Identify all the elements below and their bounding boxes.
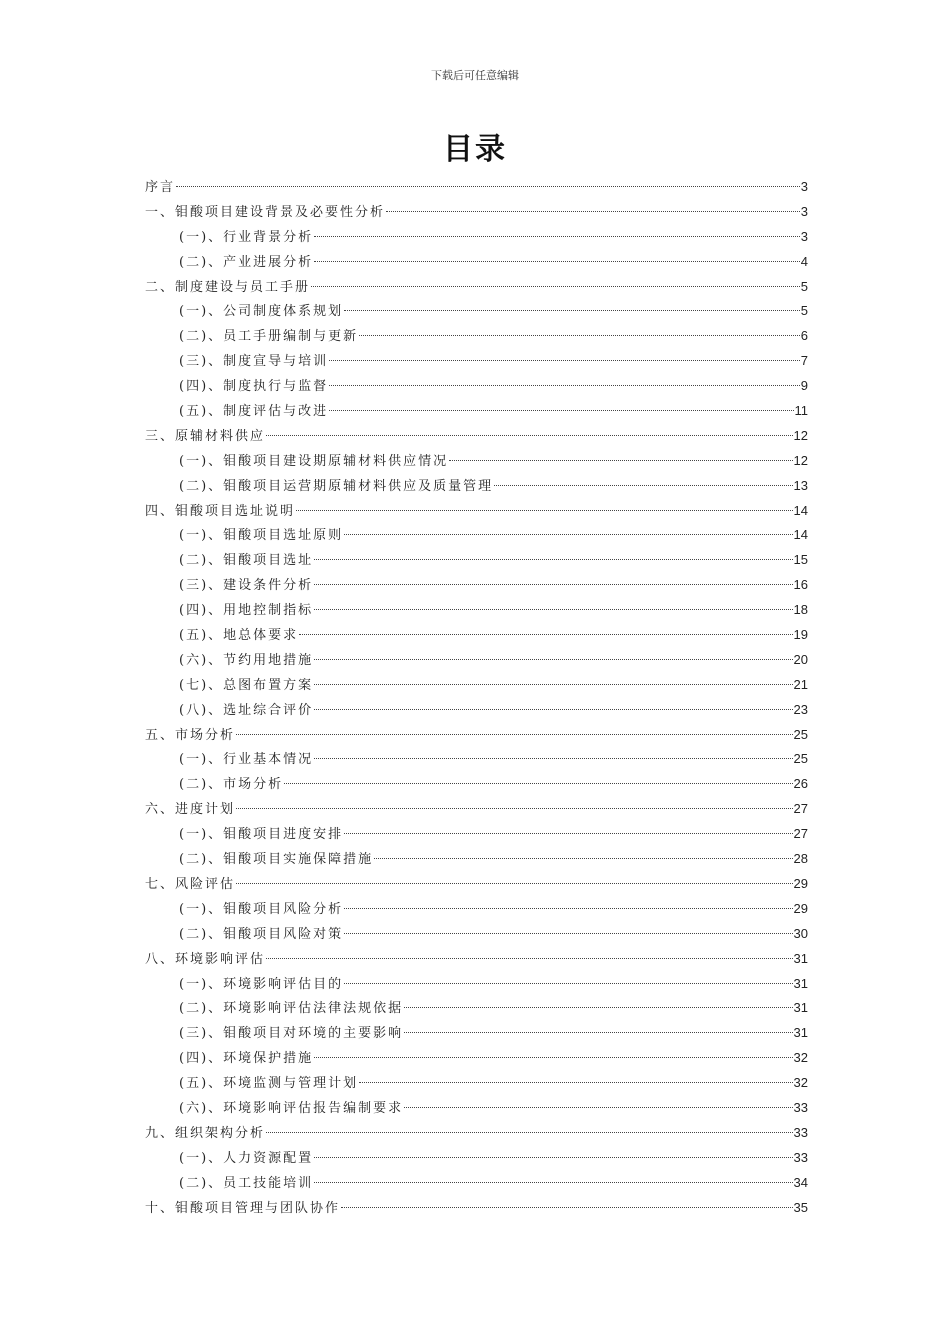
toc-dot-leader	[314, 758, 792, 759]
toc-page-number: 25	[793, 726, 808, 742]
toc-dot-leader	[314, 1182, 792, 1183]
toc-dot-leader	[344, 983, 792, 984]
toc-entry-title: (一)、环境影响评估目的	[179, 976, 344, 992]
toc-page-number: 28	[793, 851, 808, 867]
toc-entry-title: (二)、钼酸项目实施保障措施	[179, 852, 374, 868]
toc-page-number: 34	[793, 1174, 808, 1190]
toc-entry-title: (三)、制度宣导与培训	[179, 354, 329, 370]
toc-subsection-entry[interactable]	[145, 623, 808, 648]
toc-section-entry[interactable]	[145, 175, 808, 200]
toc-page-number: 31	[793, 950, 808, 966]
toc-entry-title: 七、风险评估	[145, 876, 236, 892]
toc-subsection-entry[interactable]	[145, 1046, 808, 1071]
toc-page-number: 20	[793, 651, 808, 667]
toc-page-number: 15	[793, 552, 808, 568]
toc-page-number: 18	[793, 602, 808, 618]
toc-dot-leader	[236, 808, 793, 809]
toc-page-number: 32	[793, 1075, 808, 1091]
toc-dot-leader	[266, 1132, 793, 1133]
toc-subsection-entry[interactable]	[145, 299, 808, 324]
toc-section-entry[interactable]	[145, 499, 808, 524]
toc-entry-title: (一)、钼酸项目选址原则	[179, 528, 344, 544]
toc-section-entry[interactable]	[145, 723, 808, 748]
toc-page-number: 23	[793, 701, 808, 717]
toc-entry-title: (四)、用地控制指标	[179, 603, 314, 619]
toc-dot-leader	[296, 510, 793, 511]
toc-subsection-entry[interactable]	[145, 747, 808, 772]
toc-dot-leader	[404, 1107, 792, 1108]
toc-entry-title: (二)、钼酸项目选址	[179, 553, 314, 569]
toc-page-number: 31	[793, 1025, 808, 1041]
toc-dot-leader	[404, 1007, 792, 1008]
toc-subsection-entry[interactable]	[145, 996, 808, 1021]
toc-section-entry[interactable]	[145, 1196, 808, 1221]
toc-subsection-entry[interactable]	[145, 349, 808, 374]
toc-dot-leader	[344, 908, 792, 909]
toc-page-number: 27	[793, 826, 808, 842]
toc-subsection-entry[interactable]	[145, 374, 808, 399]
toc-page-number: 25	[793, 751, 808, 767]
toc-subsection-entry[interactable]	[145, 847, 808, 872]
toc-dot-leader	[374, 858, 792, 859]
toc-page-number: 29	[793, 900, 808, 916]
toc-page-number: 14	[793, 502, 808, 518]
toc-dot-leader	[359, 1082, 792, 1083]
toc-subsection-entry[interactable]	[145, 922, 808, 947]
toc-entry-title: (五)、环境监测与管理计划	[179, 1076, 359, 1092]
toc-page-number: 4	[800, 253, 808, 269]
toc-dot-leader	[314, 709, 792, 710]
toc-section-entry[interactable]	[145, 797, 808, 822]
toc-subsection-entry[interactable]	[145, 673, 808, 698]
toc-dot-leader	[314, 236, 800, 237]
toc-page-number: 21	[793, 676, 808, 692]
toc-dot-leader	[494, 485, 792, 486]
toc-page-number: 30	[793, 925, 808, 941]
toc-page-number: 31	[793, 1000, 808, 1016]
toc-dot-leader	[299, 634, 792, 635]
toc-dot-leader	[236, 734, 793, 735]
toc-section-entry[interactable]	[145, 275, 808, 300]
toc-dot-leader	[386, 211, 800, 212]
toc-page-number: 33	[793, 1099, 808, 1115]
toc-dot-leader	[314, 684, 792, 685]
toc-entry-title: (一)、公司制度体系规划	[179, 304, 344, 320]
toc-title: 目录	[443, 132, 507, 167]
toc-entry-title: 五、市场分析	[145, 727, 236, 743]
toc-page-number: 32	[793, 1050, 808, 1066]
toc-entry-title: 三、原辅材料供应	[145, 428, 266, 444]
toc-subsection-entry[interactable]	[145, 449, 808, 474]
toc-subsection-entry[interactable]	[145, 598, 808, 623]
toc-dot-leader	[314, 1157, 792, 1158]
toc-entry-title: (二)、市场分析	[179, 777, 284, 793]
toc-section-entry[interactable]	[145, 424, 808, 449]
toc-dot-leader	[266, 435, 793, 436]
toc-entry-title: (四)、环境保护措施	[179, 1051, 314, 1067]
toc-subsection-entry[interactable]	[145, 1071, 808, 1096]
toc-dot-leader	[344, 310, 800, 311]
toc-subsection-entry[interactable]	[145, 648, 808, 673]
toc-subsection-entry[interactable]	[145, 573, 808, 598]
toc-section-entry[interactable]	[145, 872, 808, 897]
toc-page-number: 7	[800, 353, 808, 369]
toc-subsection-entry[interactable]	[145, 1096, 808, 1121]
toc-page-number: 16	[793, 577, 808, 593]
toc-page-number: 14	[793, 527, 808, 543]
toc-page-number: 33	[793, 1149, 808, 1165]
toc-dot-leader	[341, 1207, 793, 1208]
toc-entry-title: (三)、建设条件分析	[179, 578, 314, 594]
toc-dot-leader	[176, 186, 800, 187]
toc-entry-title: (一)、钼酸项目建设期原辅材料供应情况	[179, 453, 449, 469]
toc-entry-title: (五)、地总体要求	[179, 628, 299, 644]
toc-entry-title: 六、进度计划	[145, 802, 236, 818]
toc-entry-title: 二、制度建设与员工手册	[145, 279, 311, 295]
toc-dot-leader	[311, 286, 800, 287]
toc-page-number: 5	[800, 303, 808, 319]
toc-entry-title: (四)、制度执行与监督	[179, 379, 329, 395]
toc-dot-leader	[314, 261, 800, 262]
toc-page-number: 11	[794, 403, 808, 419]
toc-dot-leader	[314, 1057, 792, 1058]
toc-entry-title: (八)、选址综合评价	[179, 702, 314, 718]
toc-subsection-entry[interactable]	[145, 972, 808, 997]
toc-subsection-entry[interactable]	[145, 523, 808, 548]
toc-page-number: 13	[793, 477, 808, 493]
toc-page-number: 29	[793, 875, 808, 891]
toc-dot-leader	[329, 385, 800, 386]
toc-entry-title: (三)、钼酸项目对环境的主要影响	[179, 1026, 404, 1042]
toc-dot-leader	[344, 933, 792, 934]
toc-entry-title: (一)、钼酸项目风险分析	[179, 901, 344, 917]
toc-subsection-entry[interactable]	[145, 772, 808, 797]
toc-subsection-entry[interactable]	[145, 225, 808, 250]
toc-entry-title: (二)、员工技能培训	[179, 1175, 314, 1191]
toc-entry-title: (五)、制度评估与改进	[179, 404, 329, 420]
toc-dot-leader	[314, 659, 792, 660]
toc-entry-title: 序言	[145, 180, 176, 195]
toc-entry-title: (一)、人力资源配置	[179, 1150, 314, 1166]
toc-dot-leader	[329, 410, 793, 411]
toc-subsection-entry[interactable]	[145, 1171, 808, 1196]
toc-page-number: 12	[793, 427, 808, 443]
toc-dot-leader	[236, 883, 793, 884]
toc-subsection-entry[interactable]	[145, 324, 808, 349]
toc-dot-leader	[449, 460, 792, 461]
toc-entry-title: 十、钼酸项目管理与团队协作	[145, 1200, 341, 1216]
toc-page-number: 12	[793, 452, 808, 468]
toc-page-number: 3	[800, 179, 808, 194]
toc-page-number: 19	[793, 627, 808, 643]
toc-entry-title: 九、组织架构分析	[145, 1125, 266, 1141]
toc-subsection-entry[interactable]	[145, 548, 808, 573]
toc-page-number: 6	[800, 328, 808, 344]
toc-dot-leader	[359, 335, 800, 336]
toc-entry-title: (二)、钼酸项目风险对策	[179, 926, 344, 942]
toc-dot-leader	[314, 584, 792, 585]
toc-page-number: 5	[800, 278, 808, 294]
toc-entry-title: (六)、节约用地措施	[179, 652, 314, 668]
toc-page-number: 3	[800, 228, 808, 244]
toc-subsection-entry[interactable]	[145, 822, 808, 847]
toc-section-entry[interactable]	[145, 947, 808, 972]
toc-entry-title: (二)、环境影响评估法律法规依据	[179, 1001, 404, 1017]
toc-subsection-entry[interactable]	[145, 698, 808, 723]
toc-page-number: 27	[793, 801, 808, 817]
toc-page-number: 9	[800, 378, 808, 394]
toc-dot-leader	[314, 609, 792, 610]
toc-section-entry[interactable]	[145, 200, 808, 225]
toc-subsection-entry[interactable]	[145, 399, 808, 424]
toc-dot-leader	[329, 360, 800, 361]
toc-subsection-entry[interactable]	[145, 1146, 808, 1171]
toc-entry-title: 一、钼酸项目建设背景及必要性分析	[145, 204, 386, 220]
toc-subsection-entry[interactable]	[145, 250, 808, 275]
toc-entry-title: (二)、钼酸项目运营期原辅材料供应及质量管理	[179, 478, 494, 494]
toc-dot-leader	[344, 833, 792, 834]
toc-entry-title: (二)、员工手册编制与更新	[179, 329, 359, 345]
toc-subsection-entry[interactable]	[145, 1021, 808, 1046]
toc-entry-title: 四、钼酸项目选址说明	[145, 503, 296, 519]
toc-page-number: 31	[793, 975, 808, 991]
toc-dot-leader	[344, 534, 792, 535]
toc-entry-title: (七)、总图布置方案	[179, 677, 314, 693]
toc-dot-leader	[404, 1032, 792, 1033]
toc-entry-title: 八、环境影响评估	[145, 951, 266, 967]
toc-subsection-entry[interactable]	[145, 474, 808, 499]
page-header: 下载后可任意编辑	[431, 69, 519, 82]
toc-entry-title: (一)、行业基本情况	[179, 752, 314, 768]
toc-dot-leader	[314, 559, 792, 560]
toc-subsection-entry[interactable]	[145, 897, 808, 922]
toc-entry-title: (一)、钼酸项目进度安排	[179, 827, 344, 843]
toc-section-entry[interactable]	[145, 1121, 808, 1146]
toc-page-number: 33	[793, 1124, 808, 1140]
toc-entry-title: (二)、产业进展分析	[179, 254, 314, 270]
toc-page-number: 3	[800, 203, 808, 219]
toc-entry-title: (六)、环境影响评估报告编制要求	[179, 1100, 404, 1116]
toc-page-number: 26	[793, 776, 808, 792]
toc-dot-leader	[284, 783, 792, 784]
toc-page-number: 35	[793, 1199, 808, 1215]
table-of-contents	[145, 175, 808, 1220]
toc-entry-title: (一)、行业背景分析	[179, 229, 314, 245]
toc-dot-leader	[266, 958, 793, 959]
